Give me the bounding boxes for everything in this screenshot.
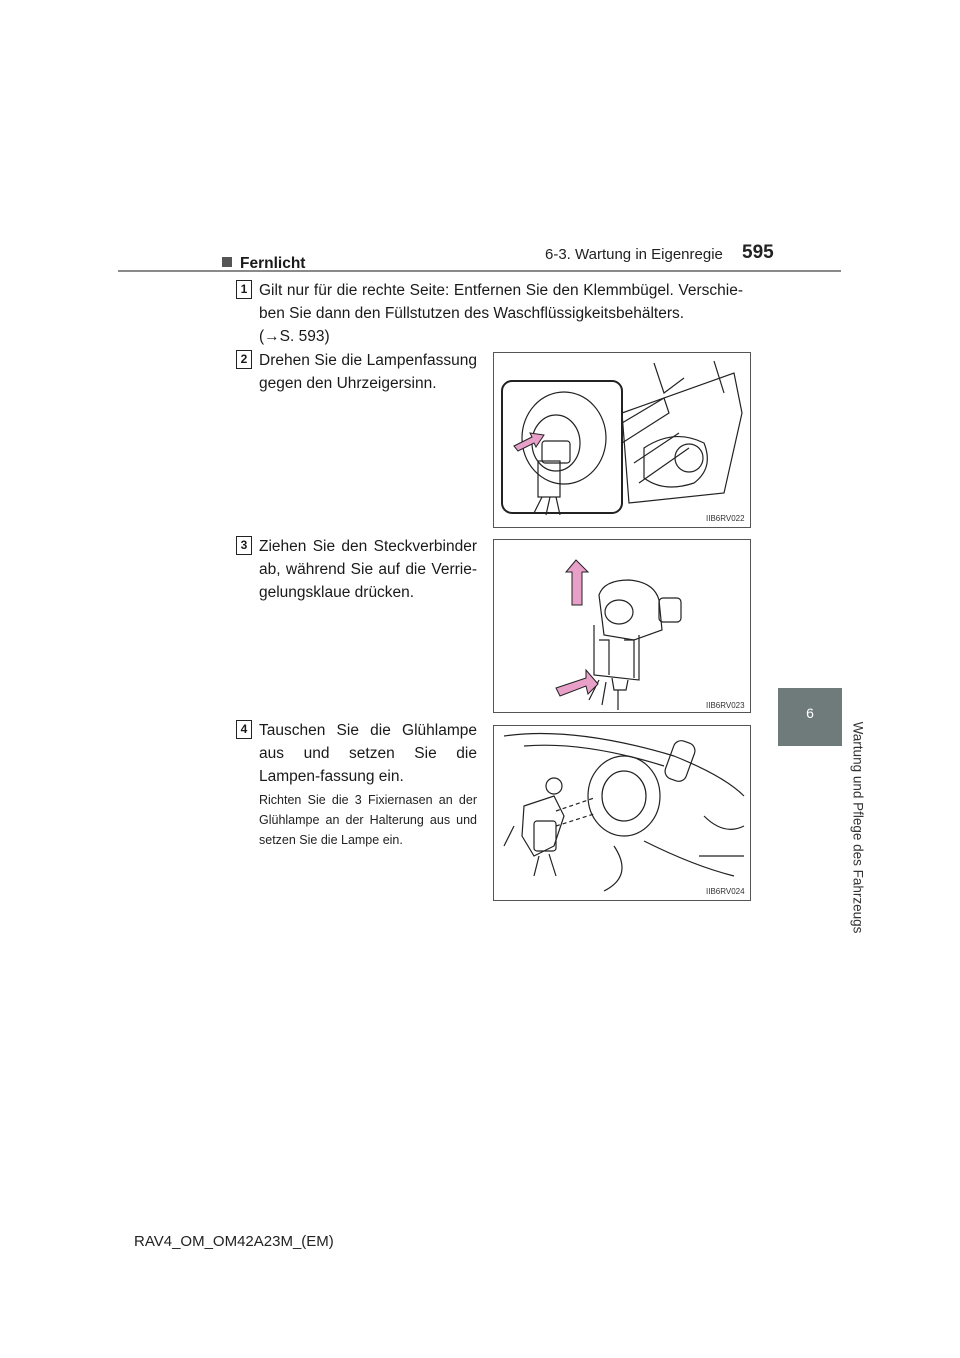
section-title: 6-3. Wartung in Eigenregie [545,246,723,263]
figure-connector-release [493,539,751,713]
page-number: 595 [742,242,774,263]
square-bullet-icon [222,257,232,267]
figure-code: IIB6RV024 [706,887,745,896]
bulb-install-illustration [494,726,750,900]
figure-bulb-install [493,725,751,901]
figure-code: IIB6RV023 [706,701,745,710]
step-badge-4: 4 [236,720,252,739]
step-badge-2: 2 [236,350,252,369]
step-badge-1: 1 [236,280,252,299]
step-2-text: Drehen Sie die Lampenfassung gegen den Uhrzeigersinn. [259,352,477,392]
push-arrow-icon [556,670,598,696]
step-4-note: Richten Sie die 3 Fixiernasen an der Glühlampe an der Halterung aus und setzen Sie die Lampe ein. [259,793,477,847]
chapter-title-vertical: Wartung und Pflege des Fahrzeugs [850,721,866,934]
step-3-text: Ziehen Sie den Steckverbinder ab, während Sie auf die Verrie-gelungsklaue drücken. [259,538,477,601]
step-1-text: Gilt nur für die rechte Seite: Entfernen Sie den Klemmbügel. Verschie-ben Sie dann den Füllstutzen des Waschflüssigkeitsbehälters. [259,282,743,322]
step-4-text: Tauschen Sie die Glühlampe aus und setzen Sie die Lampen-fassung ein. [259,722,477,785]
section-heading [222,255,305,273]
chapter-tab-number: 6 [806,705,814,721]
up-arrow-icon [566,560,588,605]
rotate-arrow-icon [514,433,544,451]
headlight-rotate-illustration [494,353,750,527]
connector-release-illustration [494,540,750,712]
step-badge-3: 3 [236,536,252,555]
section-heading-text: Fernlicht [240,255,306,272]
figure-code: IIB6RV022 [706,514,745,523]
figure-lamp-socket-rotate [493,352,751,528]
step-1-reference: (→S. 593) [259,328,330,345]
document-code-footer: RAV4_OM_OM42A23M_(EM) [134,1233,334,1250]
